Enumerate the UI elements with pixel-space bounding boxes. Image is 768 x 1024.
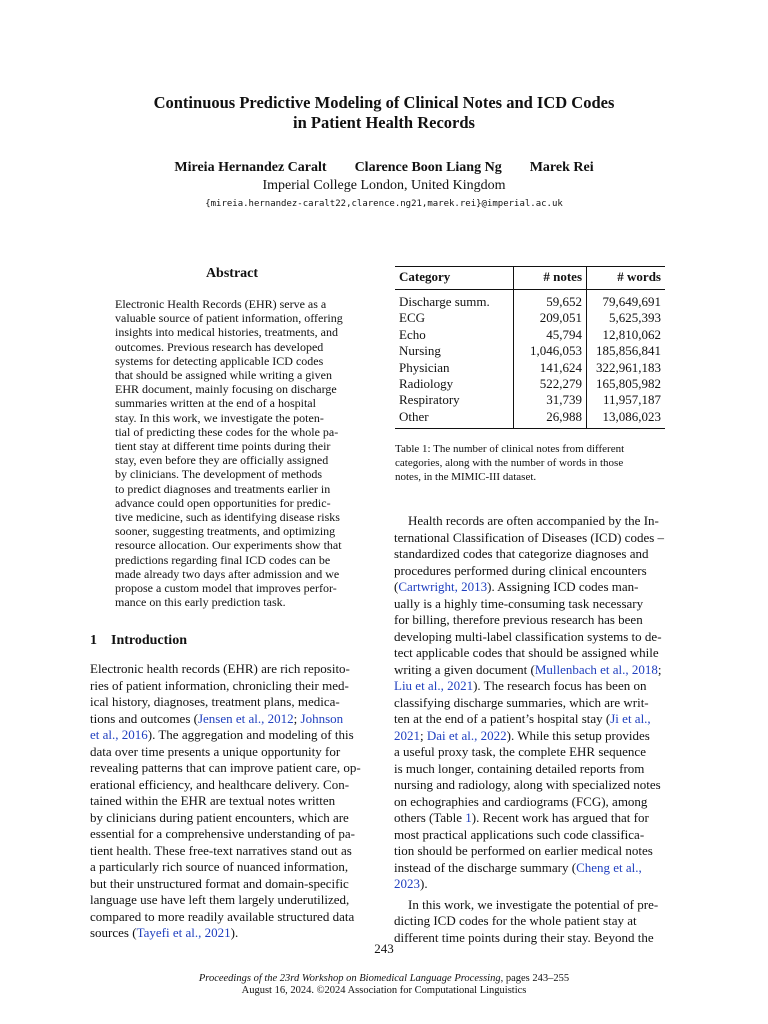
text-line: stay, even before they are officially assigned — [115, 453, 329, 468]
citation-link[interactable]: et al., 2016 — [90, 727, 148, 742]
section-heading-introduction — [90, 633, 187, 649]
text-segment: ; — [420, 727, 427, 743]
text-segment: most practical applications such code classifica- — [394, 826, 645, 842]
text-line: by clinicians. The development of methods — [115, 467, 323, 482]
text-line: stay. In this work, we investigate the poten- — [115, 410, 324, 425]
text-segment: ). The aggregation and modeling of this — [147, 727, 354, 742]
paper-title — [80, 93, 688, 133]
table-caption — [395, 442, 679, 484]
text-line: tive medicine, such as identifying disease risks — [115, 510, 340, 525]
text-line — [394, 744, 678, 761]
text-line — [394, 629, 678, 646]
text-segment: ). — [230, 925, 239, 940]
section-title: Introduction — [111, 633, 187, 648]
abstract-heading: Abstract — [205, 266, 259, 281]
table-cell: 26,988 — [514, 409, 587, 429]
text-line — [394, 876, 678, 893]
table-cell: 322,961,183 — [596, 359, 661, 375]
table-cell: Radiology — [395, 376, 514, 392]
text-segment: In this work, we investigate the potential of pre- — [408, 896, 659, 912]
table-header-cell: # words — [587, 267, 666, 290]
text-segment: ical history, diagnoses, treatment plans, medica- — [90, 694, 340, 709]
text-line — [394, 827, 678, 844]
text-segment: nursing and radiology, along with specialized notes — [394, 777, 661, 792]
text-line — [90, 925, 376, 942]
table-cell: 1,046,053 — [514, 343, 587, 359]
text-segment: ternational Classification of Diseases (ICD) codes – — [394, 529, 665, 545]
venue-title: Proceedings of the 23rd Workshop on Biomedical Language Processing — [198, 973, 501, 984]
text-segment: a useful proxy task, the complete EHR sequence — [394, 744, 646, 759]
table-cell: 5,625,393 — [609, 310, 661, 326]
text-line: propose a custom model that improves perfor- — [115, 581, 337, 596]
text-line: sooner, suggesting treatments, and optimizing — [115, 524, 336, 539]
table-header-row — [395, 267, 665, 290]
text-line: EHR document, mainly focusing on discharge — [115, 382, 337, 397]
citation-link[interactable]: Mullenbach et al., 2018 — [534, 661, 658, 677]
text-line — [394, 645, 678, 662]
table-body — [395, 290, 665, 429]
table-cell: ECG — [395, 310, 514, 326]
text-line: summaries written at the end of a hospital — [115, 396, 316, 411]
text-line: Table 1: The number of clinical notes from different — [395, 443, 625, 455]
text-segment: data over time presents a unique opportunity for — [90, 743, 341, 759]
text-segment: tect applicable codes that should be assigned while — [394, 645, 659, 660]
text-line — [394, 530, 678, 547]
text-segment: tient health. These free-text narratives stand out as — [90, 842, 352, 858]
text-line — [90, 859, 376, 876]
table-row — [395, 310, 665, 326]
text-segment: sources ( — [90, 925, 137, 940]
text-line — [394, 596, 678, 613]
citation-link[interactable]: 1 — [465, 810, 472, 825]
table-row — [395, 290, 665, 311]
proceedings-footer — [0, 973, 768, 996]
text-segment: compared to more readily available structured data — [90, 908, 355, 924]
text-line — [394, 579, 678, 596]
text-segment: on echographies and cardiograms (FCG), among — [394, 793, 648, 809]
text-segment: procedures performed during clinical encounters — [394, 562, 647, 578]
text-segment: ). — [420, 876, 428, 891]
text-line — [394, 728, 678, 745]
table-cell: 12,810,062 — [602, 326, 661, 342]
text-segment: erational efficiency, and healthcare delivery. Con- — [90, 776, 350, 792]
text-line: made already two days after admission and we — [115, 566, 340, 581]
text-line — [90, 777, 376, 794]
text-segment: writing a given document ( — [394, 661, 535, 677]
author-name: Marek Rei — [529, 160, 594, 175]
text-line — [394, 761, 678, 778]
text-segment: classifying discharge summaries, which are writ- — [394, 694, 649, 710]
text-line — [90, 661, 376, 678]
text-segment: ; — [293, 710, 301, 726]
text-line — [394, 662, 678, 679]
text-segment: for billing, therefore previous research has been — [394, 612, 643, 627]
citation-link[interactable]: Ji et al., — [610, 711, 651, 726]
table-cell: 31,739 — [514, 392, 587, 408]
table-cell: 59,652 — [514, 290, 587, 311]
text-segment: by clinicians during patient encounters, which are — [90, 809, 349, 825]
text-line — [394, 513, 678, 530]
citation-link[interactable]: Dai et al., 2022 — [426, 727, 507, 743]
text-line: valuable source of patient information, offering — [115, 311, 343, 326]
text-segment: essential for a comprehensive understanding of pa- — [90, 826, 355, 841]
text-line: to predict diagnoses and treatments earlier in — [115, 481, 331, 496]
text-line: systems for detecting applicable ICD codes — [115, 353, 324, 368]
text-segment: ). Assigning ICD codes man- — [487, 579, 639, 594]
text-segment: but their unstructured format and domain-specific — [90, 875, 349, 891]
text-line — [394, 612, 678, 629]
text-line — [90, 678, 376, 695]
author-name: Clarence Boon Liang Ng — [354, 160, 502, 175]
table-row — [395, 376, 665, 392]
table-header-cell: # notes — [514, 267, 587, 290]
table-cell: Nursing — [395, 343, 514, 359]
text-line — [394, 897, 678, 914]
page-number: 243 — [374, 941, 394, 956]
text-segment: different time points during their stay. Beyond the — [394, 929, 654, 945]
text-segment: Electronic health records (EHR) are rich reposito- — [90, 661, 350, 676]
text-segment: ). Recent work has argued that for — [471, 810, 649, 825]
text-segment: language use have left them largely underutilized, — [90, 892, 350, 907]
table-cell: 79,649,691 — [602, 294, 661, 309]
table-cell: 141,624 — [514, 360, 587, 376]
citation-link[interactable]: Jensen et al., 2012 — [197, 710, 294, 726]
text-segment: ; — [657, 661, 662, 677]
text-segment: tion should be performed on earlier medical notes — [394, 843, 653, 858]
citation-link[interactable]: Cheng et al., — [576, 859, 642, 875]
table-cell: 165,805,982 — [596, 376, 661, 392]
text-segment: developing multi-label classification systems to de- — [394, 628, 662, 644]
text-segment: tions and outcomes ( — [90, 710, 198, 726]
text-segment: a particularly rich source of nuanced information, — [90, 859, 349, 874]
table-cell: 45,794 — [514, 327, 587, 343]
text-line: predictions regarding final ICD codes can be — [115, 552, 331, 567]
table-cell: Respiratory — [395, 392, 514, 408]
paragraph — [394, 897, 678, 947]
text-line — [90, 711, 376, 728]
table-cell: 13,086,023 — [587, 409, 666, 429]
table-cell: 209,051 — [514, 310, 587, 326]
introduction-right-column — [394, 513, 678, 946]
table-row — [395, 327, 665, 343]
affiliation: Imperial College London, United Kingdom — [262, 178, 506, 193]
text-line — [394, 695, 678, 712]
text-line — [90, 694, 376, 711]
text-line — [90, 744, 376, 761]
text-segment: ten at the end of a patient’s hospital stay ( — [394, 711, 611, 726]
page-range: , pages 243–255 — [500, 973, 570, 984]
text-line: Electronic Health Records (EHR) serve as a — [115, 297, 327, 311]
table-cell: 185,856,841 — [596, 343, 661, 359]
text-line — [90, 876, 376, 893]
abstract-body — [115, 297, 351, 609]
text-segment: dicting ICD codes for the whole patient stay at — [394, 913, 637, 928]
data-table-container — [395, 266, 665, 429]
text-line: mance on this early prediction task. — [115, 595, 286, 610]
text-line — [394, 678, 678, 695]
text-line — [90, 826, 376, 843]
author-emails[interactable]: {mireia.hernandez-caralt22,clarence.ng21,marek.rei}@imperial.ac.uk — [205, 199, 563, 209]
table-cell: Other — [395, 409, 514, 429]
text-segment: Health records are often accompanied by the In- — [408, 513, 659, 528]
text-line: advance could open opportunities for predic- — [115, 495, 331, 510]
text-line: outcomes. Previous research has developed — [115, 339, 324, 354]
text-line: that should be assigned while writing a given — [115, 368, 332, 383]
text-segment: tained within the EHR are textual notes written — [90, 793, 336, 808]
section-number: 1 — [90, 633, 97, 648]
paragraph — [394, 513, 678, 893]
author-name: Mireia Hernandez Caralt — [174, 160, 327, 175]
author-list — [80, 160, 688, 176]
citation-link[interactable]: Liu et al., 2021 — [394, 678, 474, 693]
text-line — [90, 793, 376, 810]
text-line: tial of predicting these codes for the whole pa- — [115, 424, 339, 439]
text-line — [394, 711, 678, 728]
citation-link[interactable]: Tayefi et al., 2021 — [136, 925, 231, 940]
table-row — [395, 392, 665, 408]
table-cell: Echo — [395, 327, 514, 343]
text-line — [394, 913, 678, 930]
text-line: notes, in the MIMIC-III dataset. — [395, 471, 537, 483]
clinical-notes-table — [395, 266, 665, 429]
text-line — [90, 909, 376, 926]
text-line — [394, 843, 678, 860]
introduction-left-column — [90, 661, 376, 942]
footer-venue-line — [0, 973, 768, 985]
text-line — [394, 810, 678, 827]
text-segment: ( — [394, 579, 399, 594]
text-line — [394, 777, 678, 794]
text-line: tient stay at different time points during their — [115, 439, 331, 454]
text-segment: standardized codes that categorize diagnoses and — [394, 546, 649, 561]
table-cell: Physician — [395, 360, 514, 376]
text-line — [90, 727, 376, 744]
table-cell: 522,279 — [514, 376, 587, 392]
citation-link[interactable]: 2021 — [394, 727, 420, 743]
title-line: Continuous Predictive Modeling of Clinical Notes and ICD Codes — [153, 93, 615, 112]
text-segment: revealing patterns that can improve patient care, op- — [90, 760, 361, 775]
citation-link[interactable]: Johnson — [300, 710, 344, 726]
text-line — [394, 546, 678, 563]
text-line: categories, along with the number of words in those — [395, 457, 624, 469]
table-header-cell: Category — [395, 267, 514, 290]
table-row — [395, 409, 665, 429]
table-cell: 11,957,187 — [602, 392, 661, 408]
text-segment: instead of the discharge summary ( — [394, 859, 577, 875]
text-line — [90, 760, 376, 777]
text-line: insights into medical histories, treatments, and — [115, 325, 338, 340]
table-row — [395, 343, 665, 359]
footer-date-line: August 16, 2024. ©2024 Association for Computational Linguistics — [241, 984, 527, 996]
text-segment: ). The research focus has been on — [473, 678, 647, 693]
text-line: resource allocation. Our experiments show that — [115, 538, 342, 553]
text-segment: others (Table — [394, 810, 466, 825]
text-segment: ). While this setup provides — [506, 727, 650, 743]
text-line — [90, 843, 376, 860]
text-line — [90, 810, 376, 827]
table-row — [395, 360, 665, 376]
text-segment: ually is a highly time-consuming task necessary — [394, 595, 644, 611]
text-line — [394, 860, 678, 877]
table-cell: Discharge summ. — [395, 290, 514, 311]
text-line — [394, 794, 678, 811]
text-line — [394, 563, 678, 580]
citation-link[interactable]: Cartwright, 2013 — [398, 579, 488, 594]
text-segment: is much longer, containing detailed reports from — [394, 760, 645, 776]
text-segment: ries of patient information, chronicling their med- — [90, 677, 349, 693]
text-line — [90, 892, 376, 909]
title-line: in Patient Health Records — [293, 113, 475, 132]
citation-link[interactable]: 2023 — [394, 876, 420, 891]
